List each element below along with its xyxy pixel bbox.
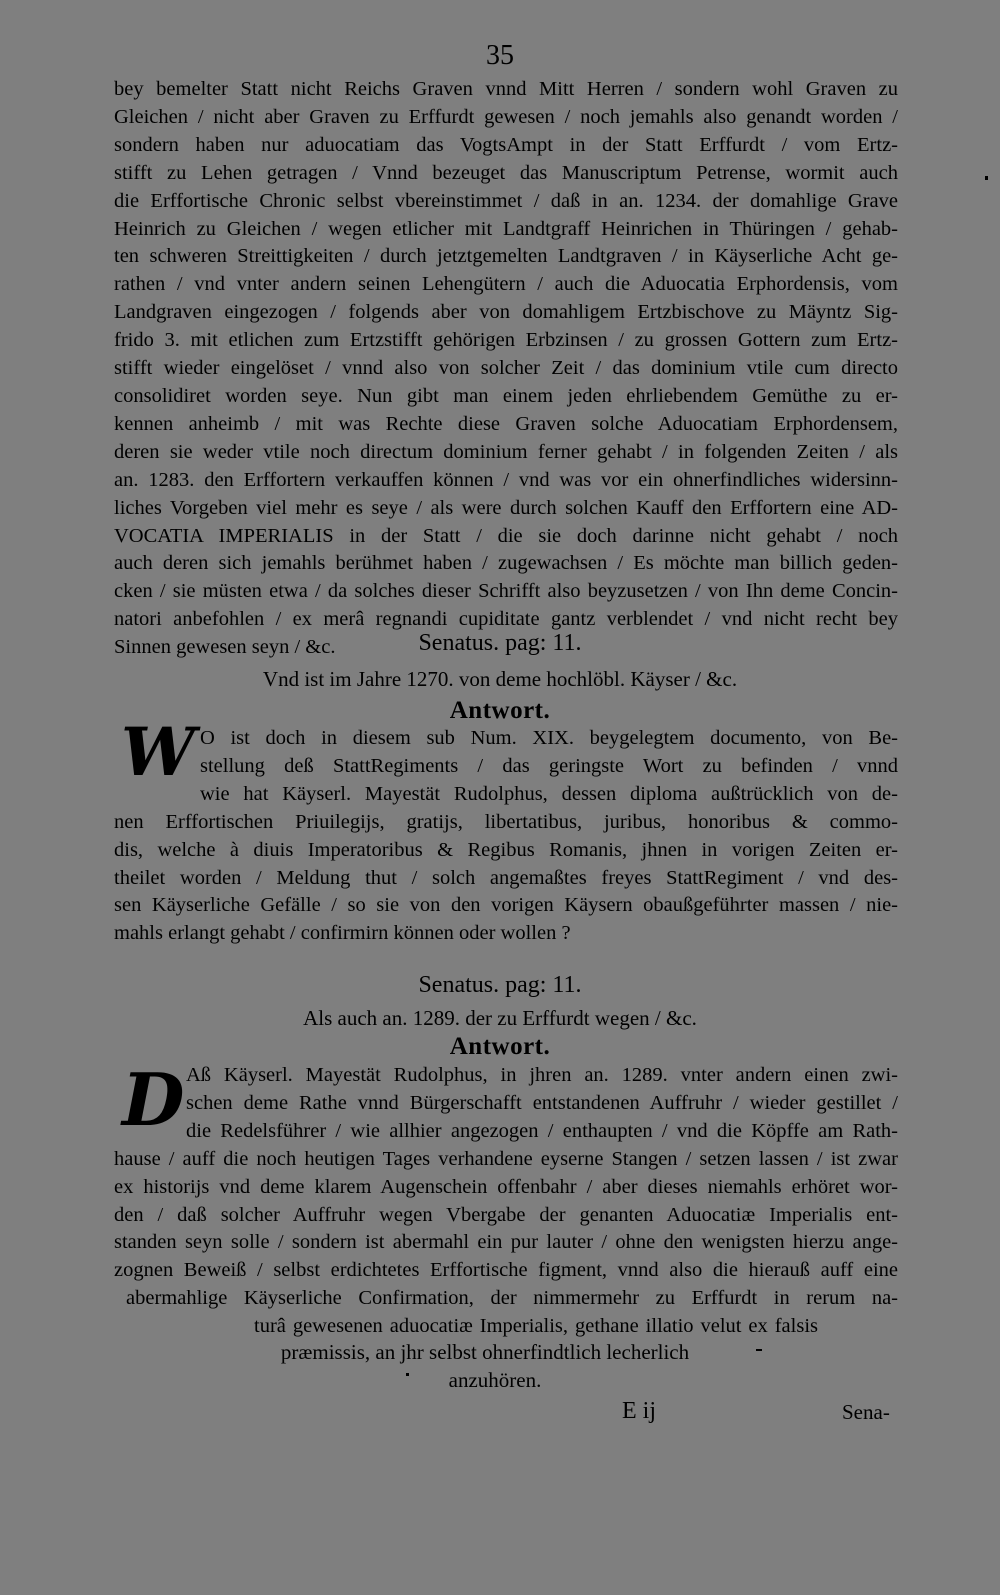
text-line: cken / sie müsten etwa / da solches dieser Schrifft also beyzusetzen / von Ihn deme Concin- bbox=[114, 580, 898, 603]
text-line: O ist doch in diesem sub Num. XIX. beygelegtem documento, von Be- bbox=[200, 727, 898, 749]
text-line: ten schweren Streittigkeiten / durch jetztgemelten Landtgraven / in Käyserliche Acht ge- bbox=[114, 245, 898, 268]
drop-capital: W bbox=[120, 713, 196, 791]
text-line: zognen Beweiß / selbst erdichtetes Erffortische figment, vnnd also die hierauß auff eine bbox=[114, 1259, 898, 1282]
senatus-quote: Vnd ist im Jahre 1270. von deme hochlöbl. Käyser / &c. bbox=[262, 667, 738, 691]
antwort-heading: Antwort. bbox=[449, 697, 551, 724]
text-line: VOCATIA IMPERIALIS in der Statt / die sie doch darinne nicht gehabt / noch bbox=[114, 524, 898, 547]
page-number: 35 bbox=[486, 40, 514, 71]
text-line: auch deren sich jemahls berühmet haben / zugewachsen / Es möchte man billich geden- bbox=[114, 552, 898, 575]
text-line: den / daß solcher Auffruhr wegen Vbergabe der genanten Aduocatiæ Imperialis ent- bbox=[114, 1203, 898, 1226]
text-line: Heinrich zu Gleichen / wegen etlicher mit Landtgraff Heinrichen in Thüringen / gehab- bbox=[114, 217, 898, 240]
senatus-quote: Als auch an. 1289. der zu Erffurdt wegen / &c. bbox=[303, 1006, 697, 1030]
senatus-reference: Senatus. pag: 11. bbox=[418, 972, 582, 998]
text-line: Gleichen / nicht aber Graven zu Erffurdt gewesen / noch jemahls also genandt worden / bbox=[114, 105, 898, 128]
text-line: an. 1283. den Erffortern verkauffen können / vnd was vor ein ohnerfindliches widersinn- bbox=[114, 468, 898, 491]
senatus-reference: Senatus. pag: 11. bbox=[418, 630, 582, 656]
text-line: theilet worden / Meldung thut / solch angemaßtes freyes StattRegiment / vnd des- bbox=[114, 866, 898, 889]
text-line: hause / auff die noch heutigen Tages verhandene eyserne Stangen / setzen lassen / ist zwar bbox=[114, 1147, 898, 1170]
text-line: rathen / vnd vnter andern seinen Lehengütern / auch die Aduocatia Erphordensis, vom bbox=[114, 273, 898, 296]
text-line: Landgraven eingezogen / folgends aber von domahligem Ertzbischove zu Mäyntz Sig- bbox=[114, 301, 898, 324]
answer-paragraph-2 bbox=[114, 1057, 898, 1341]
text-line: liches Vorgeben viel mehr es seye / als were durch solchen Kauff den Erffortern eine AD- bbox=[114, 496, 898, 519]
text-line: ex historijs vnd deme klarem Augenschein offenbahr / aber dieses niemahls erhöret wor- bbox=[114, 1175, 898, 1198]
text-line: stellung deß StattRegiments / das geringste Wort zu befinden / vnnd bbox=[200, 754, 898, 777]
text-line: bey bemelter Statt nicht Reichs Graven vnnd Mitt Herren / sondern wohl Graven zu bbox=[114, 78, 898, 100]
text-line: standen seyn solle / sondern ist abermahl ein pur lauter / ohne den wenigsten hierzu ange- bbox=[114, 1231, 898, 1254]
closing-line: præmissis, an jhr selbst ohnerfindtlich lecherlich bbox=[280, 1340, 690, 1364]
text-line: abermahlige Käyserliche Confirmation, der nimmermehr zu Erffurdt in rerum na- bbox=[126, 1287, 898, 1310]
antwort-heading: Antwort. bbox=[449, 1033, 551, 1060]
text-line: consolidiret worden seye. Nun gibt man einem jeden ehrliebendem Gemüthe zu er- bbox=[114, 384, 898, 407]
text-line: wie hat Käyserl. Mayestät Rudolphus, dessen diploma außtrücklich von de- bbox=[200, 782, 898, 805]
text-line: schen deme Rathe vnnd Bürgerschafft entstandenen Auffruhr / wieder gestillet / bbox=[186, 1091, 898, 1114]
text-line: turâ gewesenen aduocatiæ Imperialis, gethane illatio velut ex falsis bbox=[254, 1315, 818, 1338]
ink-speck bbox=[985, 176, 988, 180]
text-line: dis, welche à diuis Imperatoribus & Regibus Romanis, jhnen in vorigen Zeiten er- bbox=[114, 838, 898, 861]
text-line: stifft zu Lehen getragen / Vnnd bezeuget das Manuscriptum Petrense, wormit auch bbox=[114, 161, 898, 184]
text-line: sen Käyserliche Gefälle / so sie von den vorigen Käysern obaußgeführter massen / nie- bbox=[114, 894, 898, 917]
text-line: kennen anheimb / mit was Rechte diese Graven solche Aduocatiam Erphordensem, bbox=[114, 412, 898, 435]
text-line: stifft wieder eingelöset / vnnd also von solcher Zeit / das dominium vtile cum directo bbox=[114, 357, 898, 380]
text-line: sondern haben nur aduocatiam das VogtsAmpt in der Statt Erffurdt / vom Ertz- bbox=[114, 133, 898, 156]
text-line: die Erffortische Chronic selbst vbereinstimmet / daß in an. 1234. der domahlige Grave bbox=[114, 189, 898, 212]
intro-paragraph bbox=[114, 76, 898, 662]
signature-mark: E ij bbox=[622, 1398, 656, 1424]
catchword: Sena- bbox=[842, 1400, 890, 1424]
text-line: die Redelsführer / wie allhier angezogen / enthaupten / vnd die Köpffe am Rath- bbox=[186, 1119, 898, 1142]
text-line: nen Erffortischen Priuilegijs, gratijs, libertatibus, juribus, honoribus & commo- bbox=[114, 810, 898, 833]
ink-speck bbox=[756, 1349, 762, 1351]
drop-capital: D bbox=[122, 1057, 185, 1142]
closing-line: anzuhören. bbox=[448, 1368, 542, 1392]
text-line: natori anbefohlen / ex merâ regnandi cupiditate gantz verblendet / vnd nicht recht bey bbox=[114, 608, 898, 631]
ink-speck bbox=[406, 1373, 409, 1376]
text-line: Aß Käyserl. Mayestät Rudolphus, in jhren an. 1289. vnter andern einen zwi- bbox=[186, 1064, 898, 1086]
text-line: mahls erlangt gehabt / confirmirn können oder wollen ? bbox=[114, 922, 571, 945]
text-line: frido 3. mit etlichen zum Ertzstifft gehörigen Erbzinsen / zu grossen Gottern zum Ertz- bbox=[114, 329, 898, 352]
text-line: Sinnen gewesen seyn / &c. bbox=[114, 636, 336, 659]
answer-paragraph-1 bbox=[114, 725, 898, 948]
text-line: deren sie weder vtile noch directum dominium ferner gehabt / in folgenden Zeiten / als bbox=[114, 440, 898, 463]
